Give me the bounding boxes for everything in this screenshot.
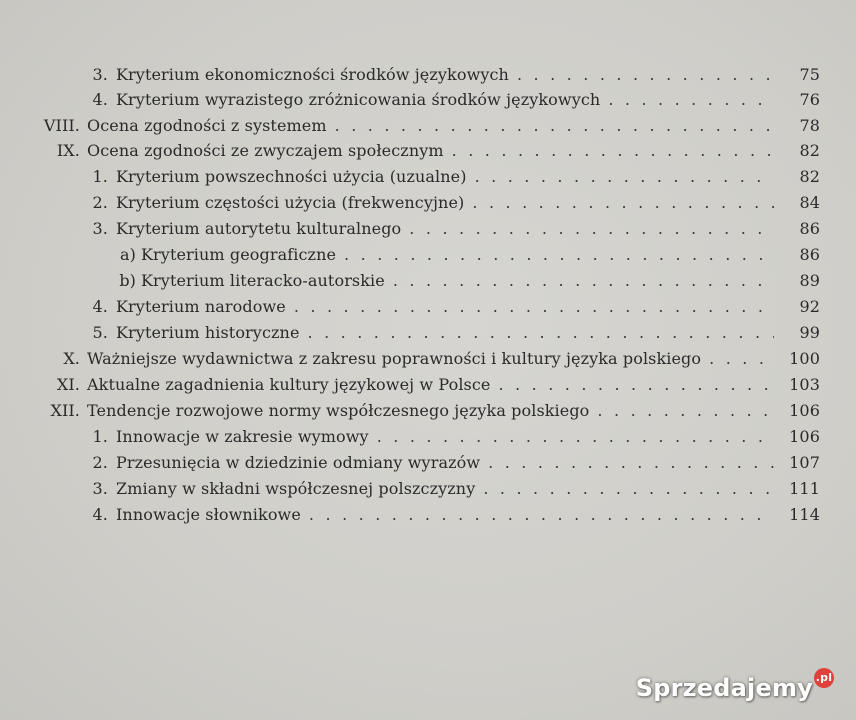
toc-entry	[0, 346, 820, 372]
toc-entry-title: Kryterium historyczne	[116, 323, 300, 342]
toc-entry	[0, 164, 820, 190]
toc-entry-number: 2.	[92, 193, 108, 212]
toc-entry-number: b)	[119, 271, 136, 290]
leader-dots	[483, 476, 774, 502]
toc-entry	[0, 113, 820, 139]
leader-dots	[597, 398, 774, 424]
toc-entry-number: IX.	[56, 141, 80, 160]
toc-entry-number: 3.	[92, 479, 108, 498]
toc-entry	[0, 87, 820, 113]
toc-entry-title: Kryterium narodowe	[116, 297, 286, 316]
leader-dots	[344, 242, 774, 268]
toc-entry	[0, 424, 820, 450]
toc-entry-title: Aktualne zagadnienia kultury językowej w Polsce	[87, 375, 491, 394]
leader-dots	[393, 268, 774, 294]
toc-entry-page: 114	[789, 505, 820, 524]
toc-entry	[0, 320, 820, 346]
toc-entry-page: 111	[789, 479, 820, 498]
watermark-logo	[635, 671, 834, 702]
leader-dots	[472, 190, 774, 216]
toc-entry	[0, 138, 820, 164]
toc-entry-number: XII.	[50, 401, 80, 420]
toc-entry	[0, 62, 820, 88]
watermark-text: Sprzedajemy	[635, 674, 813, 702]
toc-entry-number: 3.	[92, 65, 108, 84]
leader-dots	[517, 62, 774, 88]
toc-entry-page: 75	[799, 65, 820, 84]
leader-dots	[309, 502, 774, 528]
toc-entry-page: 86	[799, 245, 820, 264]
toc-entry-title: Innowacje słownikowe	[116, 505, 301, 524]
watermark-suffix-badge: .pl	[814, 668, 834, 688]
leader-dots	[377, 424, 774, 450]
toc-entry-number: a)	[120, 245, 136, 264]
toc-entry	[0, 476, 820, 502]
toc-entry-page: 103	[789, 375, 820, 394]
toc-entry-title: Tendencje rozwojowe normy współczesnego języka polskiego	[87, 401, 590, 420]
toc-entry-title: Kryterium ekonomiczności środków językowych	[116, 65, 509, 84]
toc-entry-title: Kryterium autorytetu kulturalnego	[116, 219, 402, 238]
toc-entry	[0, 216, 820, 242]
toc-entry-page: 89	[799, 271, 820, 290]
toc-entry-title: Ocena zgodności ze zwyczajem społecznym	[87, 141, 444, 160]
toc-entry-title: Innowacje w zakresie wymowy	[116, 427, 369, 446]
toc-entry-number: 5.	[92, 323, 108, 342]
toc-entry-number: X.	[63, 349, 80, 368]
leader-dots	[452, 138, 774, 164]
leader-dots	[475, 164, 774, 190]
toc-entry-page: 99	[799, 323, 820, 342]
leader-dots	[709, 346, 774, 372]
toc-entry-number: 4.	[92, 297, 108, 316]
toc-entry-number: 4.	[92, 90, 108, 109]
toc-entry	[0, 268, 820, 294]
toc-entry	[0, 502, 820, 528]
leader-dots	[608, 87, 774, 113]
toc-entry-title: Przesunięcia w dziedzinie odmiany wyrazów	[116, 453, 481, 472]
toc-entry-page: 84	[799, 193, 820, 212]
toc-entry-page: 106	[789, 427, 820, 446]
toc-entry-page: 100	[789, 349, 820, 368]
toc-entry-page: 86	[799, 219, 820, 238]
toc-entry-number: XI.	[56, 375, 80, 394]
toc-entry-page: 107	[789, 453, 820, 472]
toc-entry-title: Kryterium wyrazistego zróżnicowania środków językowych	[116, 90, 601, 109]
toc-entry-page: 78	[799, 116, 820, 135]
toc-entry	[0, 242, 820, 268]
toc-entry-number: VIII.	[43, 116, 80, 135]
toc-entry-number: 1.	[92, 167, 108, 186]
leader-dots	[488, 450, 774, 476]
toc-entry-number: 4.	[92, 505, 108, 524]
toc-entry-number: 3.	[92, 219, 108, 238]
leader-dots	[308, 320, 774, 346]
toc-entry-page: 106	[789, 401, 820, 420]
toc-entry	[0, 190, 820, 216]
toc-entry-title: Kryterium częstości użycia (frekwencyjne)	[116, 193, 465, 212]
toc-entry-page: 82	[799, 141, 820, 160]
toc-entry-page: 82	[799, 167, 820, 186]
toc-entry-title: Kryterium powszechności użycia (uzualne)	[116, 167, 467, 186]
leader-dots	[498, 372, 774, 398]
toc-entry-title: Ocena zgodności z systemem	[87, 116, 327, 135]
toc-entry-title: Zmiany w składni współczesnej polszczyzny	[116, 479, 476, 498]
toc-entry-title: Ważniejsze wydawnictwa z zakresu poprawności i kultury języka polskiego	[87, 349, 702, 368]
toc-entry-title: Kryterium literacko-autorskie	[141, 271, 385, 290]
toc-entry	[0, 372, 820, 398]
toc-entry	[0, 450, 820, 476]
toc-entry-title: Kryterium geograficzne	[141, 245, 337, 264]
toc-entry-number: 1.	[92, 427, 108, 446]
leader-dots	[335, 113, 774, 139]
leader-dots	[409, 216, 774, 242]
toc-entry-page: 76	[799, 90, 820, 109]
toc-entry-page: 92	[799, 297, 820, 316]
leader-dots	[294, 294, 774, 320]
toc-entry	[0, 294, 820, 320]
toc-entry	[0, 398, 820, 424]
toc-entry-number: 2.	[92, 453, 108, 472]
